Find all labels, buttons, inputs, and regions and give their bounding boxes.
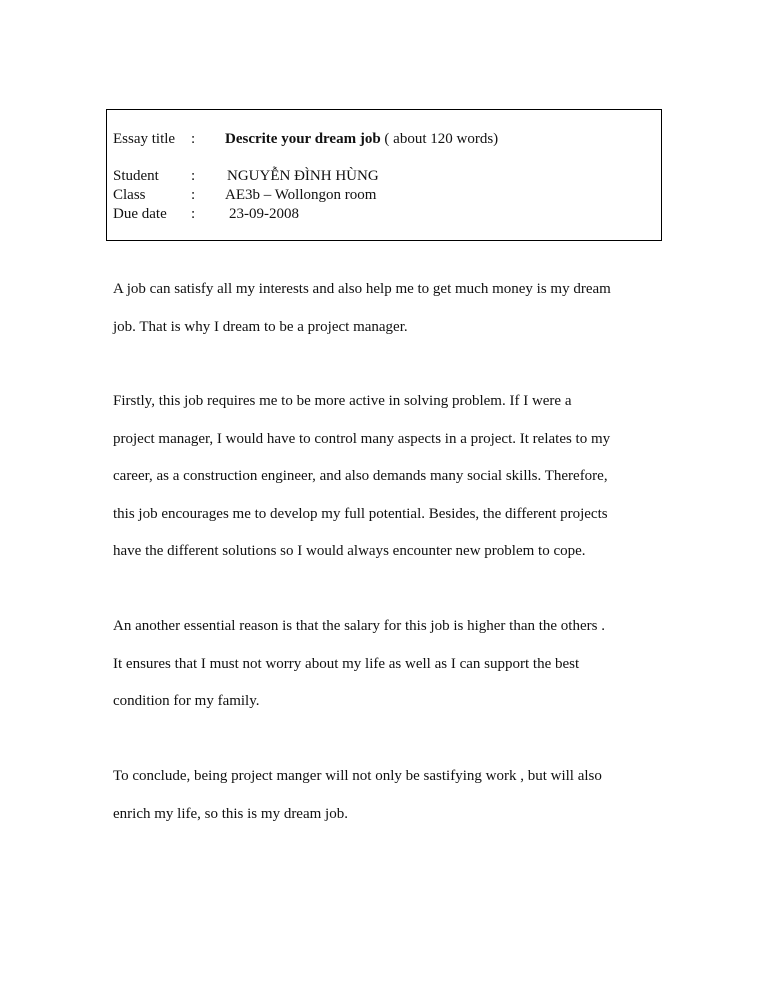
paragraph-line: this job encourages me to develop my full potential. Besides, the different projects xyxy=(113,505,608,522)
paragraph-line: career, as a construction engineer, and also demands many social skills. Therefore, xyxy=(113,468,608,484)
paragraph-line: job. That is why I dream to be a project manager. xyxy=(113,318,408,335)
essay-header-box xyxy=(106,109,662,241)
paragraph-line: have the different solutions so I would always encounter new problem to cope. xyxy=(113,543,586,559)
class-value: AE3b – Wollongon room xyxy=(225,187,377,203)
colon: : xyxy=(191,187,196,203)
paragraph-salary xyxy=(113,608,673,721)
paragraph-line: It ensures that I must not worry about my life as well as I can support the best xyxy=(113,655,580,672)
paragraph-line: project manager, I would have to control many aspects in a project. It relates to my xyxy=(113,430,611,447)
student-label: Student xyxy=(113,168,159,184)
paragraph-line: To conclude, being project manger will not only be sastifying work , but will also xyxy=(113,768,602,784)
class-label: Class xyxy=(113,187,146,203)
colon: : xyxy=(191,131,196,147)
essay-title-label: Essay title xyxy=(113,131,176,147)
paragraph-line: An another essential reason is that the salary for this job is higher than the others . xyxy=(113,618,605,634)
student-value: NGUYỄN ĐÌNH HÙNG xyxy=(227,168,379,184)
colon: : xyxy=(191,206,196,222)
paragraph-firstly xyxy=(113,383,673,571)
paragraph-conclusion xyxy=(113,758,673,833)
paragraph-line: Firstly, this job requires me to be more active in solving problem. If I were a xyxy=(113,393,572,409)
colon: : xyxy=(191,168,196,184)
essay-title-note: ( about 120 words) xyxy=(380,131,499,147)
due-date-label: Due date xyxy=(113,206,167,222)
paragraph-line: enrich my life, so this is my dream job. xyxy=(113,805,348,822)
essay-title-value xyxy=(225,130,498,148)
paragraph-intro xyxy=(113,271,673,346)
paragraph-line: condition for my family. xyxy=(113,693,260,709)
paragraph-line: A job can satisfy all my interests and also help me to get much money is my dream xyxy=(113,281,611,297)
essay-title-text: Descrite your dream job xyxy=(225,131,381,147)
due-date-value: 23-09-2008 xyxy=(229,206,299,222)
